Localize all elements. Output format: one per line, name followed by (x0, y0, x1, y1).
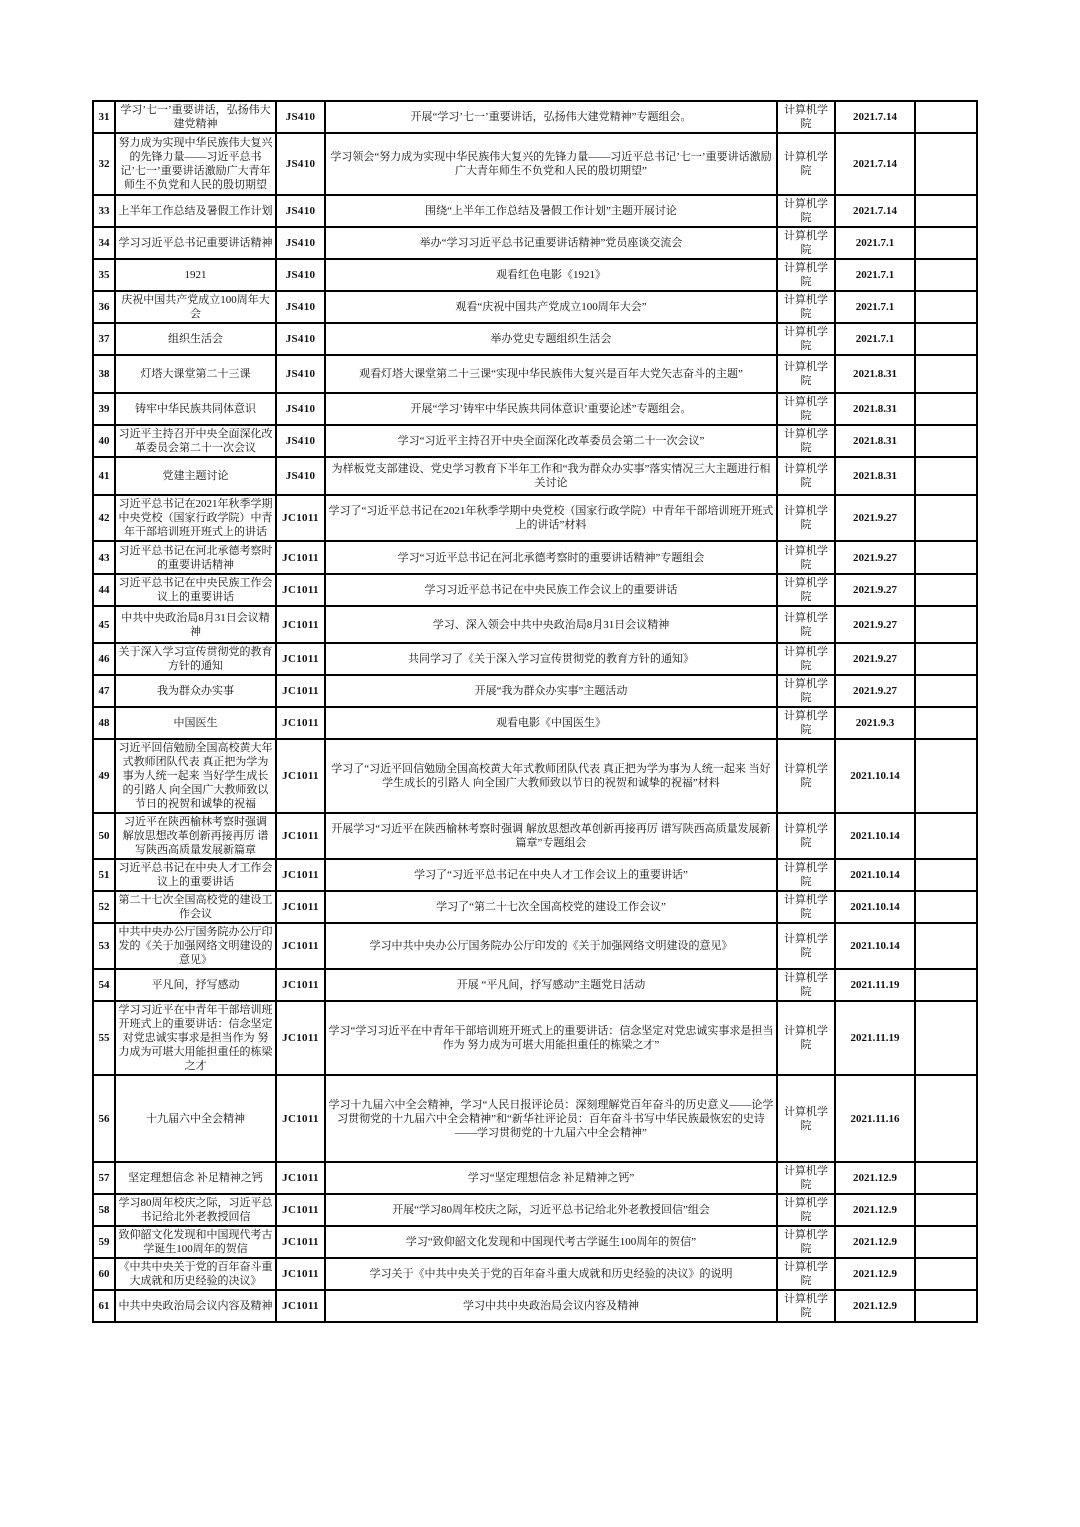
code-cell: JS410 (276, 355, 325, 393)
code-cell: JC1011 (276, 1001, 325, 1075)
topic-cell: 学习’七一’重要讲话，弘扬伟大建党精神 (115, 101, 276, 133)
row-number-cell: 55 (93, 1001, 115, 1075)
code-cell: JS410 (276, 133, 325, 195)
topic-cell: 我为群众办实事 (115, 675, 276, 707)
department-cell: 计算机学院 (777, 707, 835, 739)
department-cell: 计算机学院 (777, 1290, 835, 1322)
table-row (93, 859, 977, 891)
topic-cell: 习近平总书记在中央民族工作会议上的重要讲话 (115, 574, 276, 606)
department-cell: 计算机学院 (777, 227, 835, 259)
topic-cell: 致仰韶文化发现和中国现代考古学诞生100周年的贺信 (115, 1226, 276, 1258)
row-number-cell: 45 (93, 606, 115, 643)
table-row (93, 323, 977, 355)
department-cell: 计算机学院 (777, 541, 835, 574)
topic-cell: 中共中央政治局会议内容及精神 (115, 1290, 276, 1322)
code-cell: JS410 (276, 259, 325, 291)
date-cell: 2021.10.14 (835, 923, 915, 969)
code-cell: JC1011 (276, 739, 325, 813)
row-number-cell: 54 (93, 969, 115, 1001)
date-cell: 2021.12.9 (835, 1258, 915, 1290)
department-cell: 计算机学院 (777, 133, 835, 195)
row-number-cell: 38 (93, 355, 115, 393)
department-cell: 计算机学院 (777, 859, 835, 891)
description-cell: 学习“习近平总书记在河北承德考察时的重要讲话精神”专题组会 (325, 541, 777, 574)
code-cell: JC1011 (276, 1226, 325, 1258)
table-row (93, 195, 977, 227)
table-row (93, 1162, 977, 1194)
row-number-cell: 50 (93, 813, 115, 859)
row-number-cell: 43 (93, 541, 115, 574)
table-row (93, 969, 977, 1001)
description-cell: 开展“学习’七一’重要讲话，弘扬伟大建党精神”专题组会。 (325, 101, 777, 133)
date-cell: 2021.10.14 (835, 813, 915, 859)
remark-cell (915, 425, 977, 457)
date-cell: 2021.11.19 (835, 1001, 915, 1075)
department-cell: 计算机学院 (777, 393, 835, 425)
row-number-cell: 36 (93, 291, 115, 323)
date-cell: 2021.7.14 (835, 101, 915, 133)
remark-cell (915, 643, 977, 675)
description-cell: 学习了“第二十七次全国高校党的建设工作会议” (325, 891, 777, 923)
department-cell: 计算机学院 (777, 606, 835, 643)
date-cell: 2021.8.31 (835, 425, 915, 457)
row-number-cell: 42 (93, 495, 115, 541)
date-cell: 2021.10.14 (835, 859, 915, 891)
table-row (93, 101, 977, 133)
table-row (93, 259, 977, 291)
table-row (93, 355, 977, 393)
remark-cell (915, 495, 977, 541)
date-cell: 2021.9.27 (835, 675, 915, 707)
remark-cell (915, 291, 977, 323)
description-cell: 学习中共中央办公厅国务院办公厅印发的《关于加强网络文明建设的意见》 (325, 923, 777, 969)
row-number-cell: 47 (93, 675, 115, 707)
description-cell: 学习领会“努力成为实现中华民族伟大复兴的先锋力量——习近平总书记’七一’重要讲话激励广大青年师生不负党和人民的殷切期望” (325, 133, 777, 195)
description-cell: 学习“坚定理想信念 补足精神之钙” (325, 1162, 777, 1194)
date-cell: 2021.7.1 (835, 259, 915, 291)
topic-cell: 学习80周年校庆之际，习近平总书记给北外老教授回信 (115, 1194, 276, 1226)
topic-cell: 关于深入学习宣传贯彻党的教育方针的通知 (115, 643, 276, 675)
table-row (93, 739, 977, 813)
description-cell: 学习“学习习近平在中青年干部培训班开班式上的重要讲话：信念坚定对党忠诚实事求是担当作为 努力成为可堪大用能担重任的栋梁之才” (325, 1001, 777, 1075)
department-cell: 计算机学院 (777, 739, 835, 813)
topic-cell: 学习习近平总书记重要讲话精神 (115, 227, 276, 259)
description-cell: 共同学习了《关于深入学习宣传贯彻党的教育方针的通知》 (325, 643, 777, 675)
table-row (93, 891, 977, 923)
department-cell: 计算机学院 (777, 891, 835, 923)
row-number-cell: 61 (93, 1290, 115, 1322)
topic-cell: 中国医生 (115, 707, 276, 739)
code-cell: JC1011 (276, 574, 325, 606)
description-cell: 学习十九届六中全会精神，学习“人民日报评论员：深刻理解党百年奋斗的历史意义——论学习贯彻党的十九届六中全会精神”和“新华社评论员：百年奋斗书写中华民族最恢宏的史诗——学习贯彻党的十九届六中全会精神” (325, 1075, 777, 1162)
code-cell: JC1011 (276, 891, 325, 923)
department-cell: 计算机学院 (777, 259, 835, 291)
department-cell: 计算机学院 (777, 1075, 835, 1162)
description-cell: 观看红色电影《1921》 (325, 259, 777, 291)
topic-cell: 习近平主持召开中央全面深化改革委员会第二十一次会议 (115, 425, 276, 457)
code-cell: JC1011 (276, 1162, 325, 1194)
row-number-cell: 32 (93, 133, 115, 195)
code-cell: JS410 (276, 425, 325, 457)
code-cell: JC1011 (276, 969, 325, 1001)
table-row (93, 1075, 977, 1162)
row-number-cell: 57 (93, 1162, 115, 1194)
topic-cell: 习近平总书记在2021年秋季学期中央党校（国家行政学院）中青年干部培训班开班式上的讲话 (115, 495, 276, 541)
department-cell: 计算机学院 (777, 323, 835, 355)
row-number-cell: 37 (93, 323, 115, 355)
topic-cell: 庆祝中国共产党成立100周年大会 (115, 291, 276, 323)
table-row (93, 495, 977, 541)
remark-cell (915, 259, 977, 291)
topic-cell: 中共中央办公厅国务院办公厅印发的《关于加强网络文明建设的意见》 (115, 923, 276, 969)
table-row (93, 393, 977, 425)
topic-cell: 十九届六中全会精神 (115, 1075, 276, 1162)
remark-cell (915, 1258, 977, 1290)
topic-cell: 1921 (115, 259, 276, 291)
row-number-cell: 52 (93, 891, 115, 923)
topic-cell: 习近平在陕西榆林考察时强调 解放思想改革创新再接再厉 谱写陕西高质量发展新篇章 (115, 813, 276, 859)
department-cell: 计算机学院 (777, 425, 835, 457)
code-cell: JC1011 (276, 1290, 325, 1322)
table-row (93, 813, 977, 859)
code-cell: JC1011 (276, 1075, 325, 1162)
code-cell: JS410 (276, 195, 325, 227)
table-row (93, 457, 977, 495)
topic-cell: 习近平回信勉励全国高校黄大年式教师团队代表 真正把为学为事为人统一起来 当好学生成长的引路人 向全国广大教师致以节日的祝贺和诚挚的祝福 (115, 739, 276, 813)
remark-cell (915, 739, 977, 813)
table-row (93, 1194, 977, 1226)
description-cell: 开展“学习’铸牢中华民族共同体意识’重要论述”专题组会。 (325, 393, 777, 425)
topic-cell: 灯塔大课堂第二十三课 (115, 355, 276, 393)
code-cell: JC1011 (276, 495, 325, 541)
remark-cell (915, 1001, 977, 1075)
code-cell: JC1011 (276, 606, 325, 643)
date-cell: 2021.7.1 (835, 323, 915, 355)
topic-cell: 坚定理想信念 补足精神之钙 (115, 1162, 276, 1194)
topic-cell: 努力成为实现中华民族伟大复兴的先锋力量——习近平总书记’七一’重要讲话激励广大青年师生不负党和人民的殷切期望 (115, 133, 276, 195)
date-cell: 2021.9.3 (835, 707, 915, 739)
remark-cell (915, 574, 977, 606)
row-number-cell: 48 (93, 707, 115, 739)
code-cell: JS410 (276, 291, 325, 323)
table-row (93, 675, 977, 707)
table-row (93, 923, 977, 969)
table-row (93, 1258, 977, 1290)
date-cell: 2021.9.27 (835, 574, 915, 606)
table-row (93, 707, 977, 739)
description-cell: 围绕“上半年工作总结及暑假工作计划”主题开展讨论 (325, 195, 777, 227)
table-row (93, 1001, 977, 1075)
row-number-cell: 46 (93, 643, 115, 675)
code-cell: JS410 (276, 457, 325, 495)
date-cell: 2021.11.16 (835, 1075, 915, 1162)
remark-cell (915, 1194, 977, 1226)
date-cell: 2021.12.9 (835, 1290, 915, 1322)
department-cell: 计算机学院 (777, 495, 835, 541)
topic-cell: 学习习近平在中青年干部培训班开班式上的重要讲话：信念坚定对党忠诚实事求是担当作为 努力成为可堪大用能担重任的栋梁之才 (115, 1001, 276, 1075)
topic-cell: 组织生活会 (115, 323, 276, 355)
row-number-cell: 33 (93, 195, 115, 227)
table-body (93, 101, 977, 1322)
date-cell: 2021.7.1 (835, 291, 915, 323)
department-cell: 计算机学院 (777, 291, 835, 323)
remark-cell (915, 675, 977, 707)
code-cell: JC1011 (276, 643, 325, 675)
date-cell: 2021.12.9 (835, 1162, 915, 1194)
description-cell: 观看电影《中国医生》 (325, 707, 777, 739)
department-cell: 计算机学院 (777, 969, 835, 1001)
remark-cell (915, 606, 977, 643)
date-cell: 2021.9.27 (835, 495, 915, 541)
topic-cell: 《中共中央关于党的百年奋斗重大成就和历史经验的决议》 (115, 1258, 276, 1290)
row-number-cell: 51 (93, 859, 115, 891)
row-number-cell: 39 (93, 393, 115, 425)
code-cell: JS410 (276, 393, 325, 425)
table-row (93, 227, 977, 259)
department-cell: 计算机学院 (777, 923, 835, 969)
description-cell: 学习关于《中共中央关于党的百年奋斗重大成就和历史经验的决议》的说明 (325, 1258, 777, 1290)
description-cell: 学习“习近平主持召开中央全面深化改革委员会第二十一次会议” (325, 425, 777, 457)
date-cell: 2021.7.14 (835, 195, 915, 227)
description-cell: 学习、深入领会中共中央政治局8月31日会议精神 (325, 606, 777, 643)
date-cell: 2021.8.31 (835, 393, 915, 425)
description-cell: 观看“庆祝中国共产党成立100周年大会” (325, 291, 777, 323)
department-cell: 计算机学院 (777, 574, 835, 606)
row-number-cell: 58 (93, 1194, 115, 1226)
date-cell: 2021.12.9 (835, 1226, 915, 1258)
table-row (93, 425, 977, 457)
department-cell: 计算机学院 (777, 1258, 835, 1290)
date-cell: 2021.9.27 (835, 643, 915, 675)
row-number-cell: 35 (93, 259, 115, 291)
topic-cell: 第二十七次全国高校党的建设工作会议 (115, 891, 276, 923)
row-number-cell: 34 (93, 227, 115, 259)
description-cell: 开展学习“习近平在陕西榆林考察时强调 解放思想改革创新再接再厉 谱写陕西高质量发展新篇章”专题组会 (325, 813, 777, 859)
topic-cell: 党建主题讨论 (115, 457, 276, 495)
department-cell: 计算机学院 (777, 1226, 835, 1258)
code-cell: JC1011 (276, 675, 325, 707)
department-cell: 计算机学院 (777, 675, 835, 707)
code-cell: JS410 (276, 227, 325, 259)
department-cell: 计算机学院 (777, 643, 835, 675)
code-cell: JC1011 (276, 541, 325, 574)
table-row (93, 541, 977, 574)
description-cell: 学习“致仰韶文化发现和中国现代考古学诞生100周年的贺信” (325, 1226, 777, 1258)
description-cell: 为样板党支部建设、党史学习教育下半年工作和“我为群众办实事”落实情况三大主题进行相关讨论 (325, 457, 777, 495)
department-cell: 计算机学院 (777, 457, 835, 495)
row-number-cell: 59 (93, 1226, 115, 1258)
remark-cell (915, 1075, 977, 1162)
date-cell: 2021.9.27 (835, 606, 915, 643)
department-cell: 计算机学院 (777, 101, 835, 133)
department-cell: 计算机学院 (777, 355, 835, 393)
table-row (93, 574, 977, 606)
date-cell: 2021.7.1 (835, 227, 915, 259)
row-number-cell: 56 (93, 1075, 115, 1162)
description-cell: 观看灯塔大课堂第二十三课“实现中华民族伟大复兴是百年大党矢志奋斗的主题” (325, 355, 777, 393)
table-row (93, 1290, 977, 1322)
remark-cell (915, 1226, 977, 1258)
row-number-cell: 60 (93, 1258, 115, 1290)
date-cell: 2021.10.14 (835, 891, 915, 923)
remark-cell (915, 541, 977, 574)
remark-cell (915, 969, 977, 1001)
row-number-cell: 40 (93, 425, 115, 457)
code-cell: JC1011 (276, 1194, 325, 1226)
row-number-cell: 53 (93, 923, 115, 969)
remark-cell (915, 813, 977, 859)
department-cell: 计算机学院 (777, 195, 835, 227)
party-activity-table (92, 100, 978, 1323)
table-row (93, 133, 977, 195)
date-cell: 2021.8.31 (835, 457, 915, 495)
remark-cell (915, 133, 977, 195)
description-cell: 开展“学习80周年校庆之际，习近平总书记给北外老教授回信”组会 (325, 1194, 777, 1226)
remark-cell (915, 923, 977, 969)
description-cell: 学习了“习近平总书记在中央人才工作会议上的重要讲话” (325, 859, 777, 891)
table-row (93, 1226, 977, 1258)
date-cell: 2021.8.31 (835, 355, 915, 393)
code-cell: JC1011 (276, 859, 325, 891)
date-cell: 2021.11.19 (835, 969, 915, 1001)
row-number-cell: 49 (93, 739, 115, 813)
row-number-cell: 44 (93, 574, 115, 606)
table-row (93, 606, 977, 643)
department-cell: 计算机学院 (777, 1194, 835, 1226)
table-row (93, 291, 977, 323)
department-cell: 计算机学院 (777, 1001, 835, 1075)
topic-cell: 铸牢中华民族共同体意识 (115, 393, 276, 425)
department-cell: 计算机学院 (777, 813, 835, 859)
date-cell: 2021.12.9 (835, 1194, 915, 1226)
code-cell: JC1011 (276, 1258, 325, 1290)
description-cell: 学习了“习近平回信勉励全国高校黄大年式教师团队代表 真正把为学为事为人统一起来 当好学生成长的引路人 向全国广大教师致以节日的祝贺和诚挚的祝福”材料 (325, 739, 777, 813)
description-cell: 学习习近平总书记在中央民族工作会议上的重要讲话 (325, 574, 777, 606)
date-cell: 2021.9.27 (835, 541, 915, 574)
description-cell: 开展 “平凡间，抒写感动”主题党日活动 (325, 969, 777, 1001)
remark-cell (915, 891, 977, 923)
description-cell: 举办“学习习近平总书记重要讲话精神”党员座谈交流会 (325, 227, 777, 259)
remark-cell (915, 457, 977, 495)
topic-cell: 中共中央政治局8月31日会议精神 (115, 606, 276, 643)
remark-cell (915, 1162, 977, 1194)
date-cell: 2021.7.14 (835, 133, 915, 195)
remark-cell (915, 323, 977, 355)
remark-cell (915, 227, 977, 259)
remark-cell (915, 195, 977, 227)
remark-cell (915, 859, 977, 891)
department-cell: 计算机学院 (777, 1162, 835, 1194)
description-cell: 开展“我为群众办实事”主题活动 (325, 675, 777, 707)
code-cell: JC1011 (276, 923, 325, 969)
code-cell: JC1011 (276, 707, 325, 739)
remark-cell (915, 707, 977, 739)
row-number-cell: 31 (93, 101, 115, 133)
remark-cell (915, 355, 977, 393)
description-cell: 举办党史专题组织生活会 (325, 323, 777, 355)
topic-cell: 习近平总书记在中央人才工作会议上的重要讲话 (115, 859, 276, 891)
topic-cell: 习近平总书记在河北承德考察时的重要讲话精神 (115, 541, 276, 574)
code-cell: JC1011 (276, 813, 325, 859)
code-cell: JS410 (276, 323, 325, 355)
remark-cell (915, 1290, 977, 1322)
remark-cell (915, 393, 977, 425)
row-number-cell: 41 (93, 457, 115, 495)
description-cell: 学习中共中央政治局会议内容及精神 (325, 1290, 777, 1322)
description-cell: 学习了“习近平总书记在2021年秋季学期中央党校（国家行政学院）中青年干部培训班开班式上的讲话”材料 (325, 495, 777, 541)
date-cell: 2021.10.14 (835, 739, 915, 813)
table-row (93, 643, 977, 675)
topic-cell: 上半年工作总结及暑假工作计划 (115, 195, 276, 227)
remark-cell (915, 101, 977, 133)
topic-cell: 平凡间，抒写感动 (115, 969, 276, 1001)
code-cell: JS410 (276, 101, 325, 133)
